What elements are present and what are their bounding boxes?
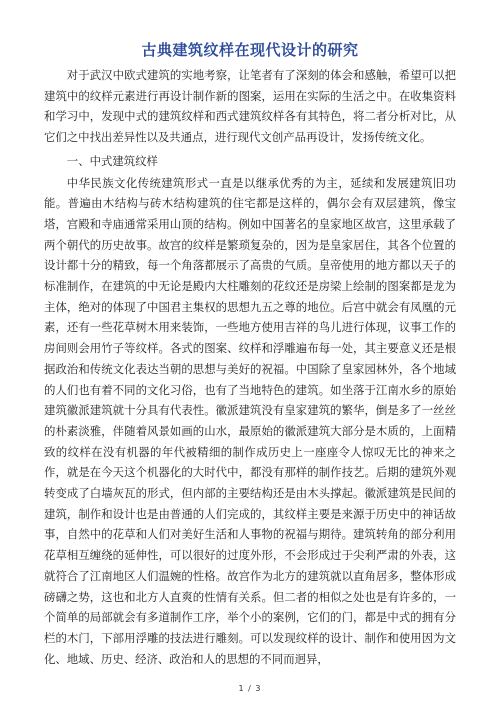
body-paragraph: 中华民族文化传统建筑形式一直是以继承优秀的为主，延续和发展建筑旧功能。普遍由木结构与砖木结构建筑的住宅都是这样的，偶尔会有双层建筑，像宝塔，宫殿和寺庙通常采用山顶的结构。例如中国著名的皇家地区故宫，这里承载了两个朝代的历史故事。故宫的纹样是繁琐复杂的，因为是皇家居住，其各个位置的设计都十分的精致，每一个角落都展示了高贵的气质。皇帝使用的地方都以天子的标准制作，在建筑的中无论是殿内大柱雕刻的花纹还是房梁上绘制的图案都是龙为主体，绝对的体现了中国君主集权的思想九五之尊的地位。后宫中就会有凤凰的元素，还有一些花草树木用来装饰，一些地方使用吉祥的鸟儿进行体现，议事工作的房间则会用竹子等纹样。各式的图案、纹样和浮雕遍布每一处，其主要意义还是根据政治和传统文化表达当朝的思想与美好的祝福。中国除了皇家园林外，各个地域的人们也有着不同的文化习俗，也有了当地特色的建筑。如坐落于江南水乡的原始建筑徽派建筑就十分具有代表性。徽派建筑没有皇家建筑的繁华，倒是多了一丝丝的朴素淡雅，伴随着风景如画的山水，最原始的徽派建筑大部分是木质的，上面精致的纹样在没有机器的年代被精细的制作成历史上一座座令人惊叹无比的神来之作，就是在今天这个机器化的大时代中，都没有那样的制作技艺。后期的建筑外观转变成了白墙灰瓦的形式，但内部的主要结构还是由木头撑起。徽派建筑是民间的建筑，制作和设计也是由普通的人们完成的，其纹样主要是来源于历史中的神话故事，自然中的花草和人们对美好生活和人事物的祝福与期待。建筑转角的部分利用花草相互缠绕的延伸性，可以很好的过度外形，不会形成过于尖利严肃的外表，这就符合了江南地区人们温婉的性格。故宫作为北方的建筑就以直角居多，整体形成磅礴之势，这也和北方人直爽的性情有关系。但二者的相似之处也是有许多的，一个简单的局部就会有多道制作工序，举个小的案例，它们的门，都是中式的拥有分栏的木门，下部用浮雕的技法进行雕刻。可以发现纹样的设计、制作和使用因为文化、地域、历史、经济、政治和人的思想的不同而迥异，	[44, 175, 456, 666]
document-title: 古典建筑纹样在现代设计的研究	[141, 41, 359, 59]
page-indicator: 1 / 3	[238, 684, 262, 693]
intro-paragraph: 对于武汉中欧式建筑的实地考察，让笔者有了深刻的体会和感触，希望可以把建筑中的纹样元素进行再设计制作新的图案，运用在实际的生活之中。在收集资料和学习中，发现中式的建筑纹样和西式建筑纹样各有其特色，将二者分析对比，从它们之中找出差异性以及共通点，进行现代文创产品再设计，发扬传统文化。	[44, 68, 456, 145]
section-heading: 一、中式建筑纹样	[66, 153, 158, 168]
